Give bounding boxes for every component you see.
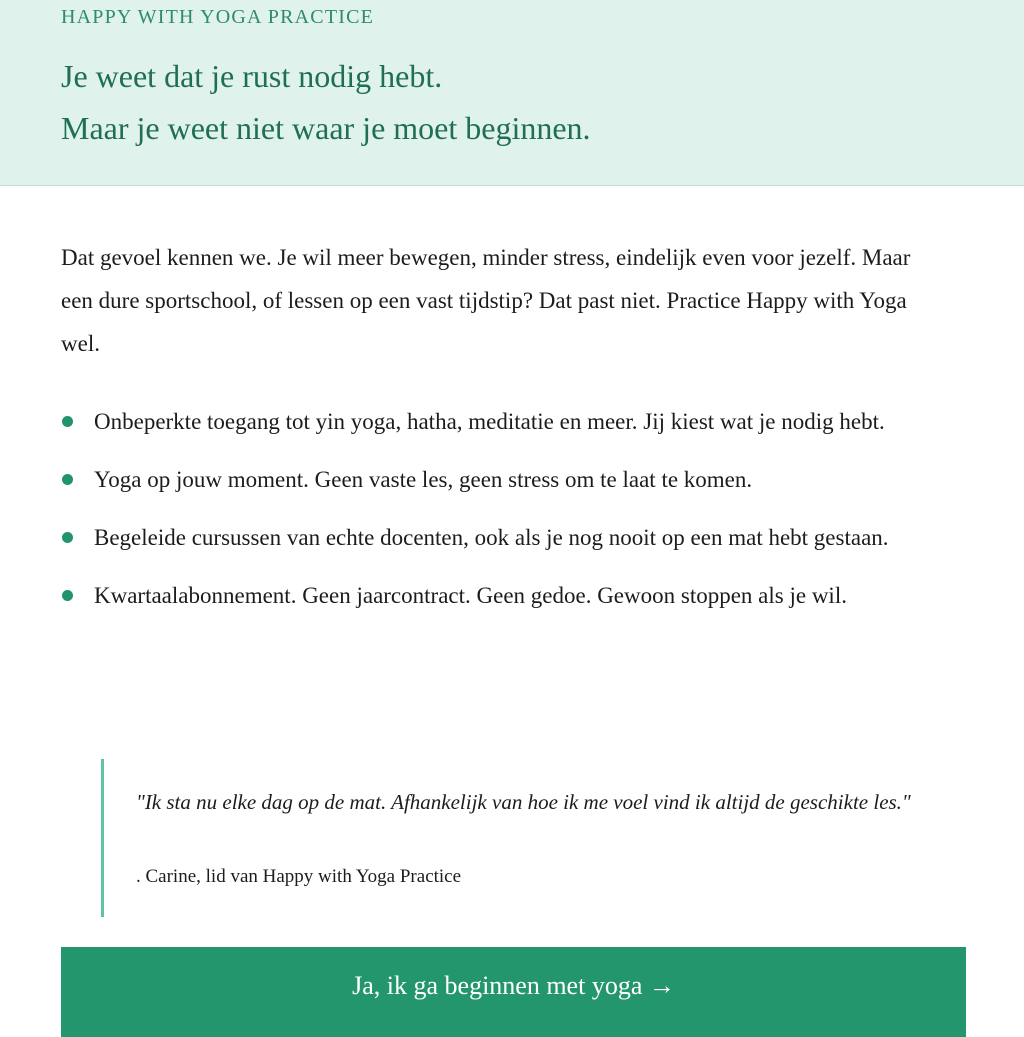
- benefit-item: [61, 576, 971, 615]
- testimonial-block: [101, 759, 981, 917]
- benefit-item: [61, 518, 971, 557]
- hero-header: [0, 0, 1024, 186]
- bullet-dot-icon: [62, 416, 73, 427]
- benefit-item: [61, 460, 971, 499]
- benefits-list: [61, 402, 971, 634]
- benefit-text: Begeleide cursussen van echte docenten, ook als je nog nooit op een mat hebt gestaan.: [94, 525, 889, 550]
- bullet-dot-icon: [62, 474, 73, 485]
- bullet-dot-icon: [62, 590, 73, 601]
- headline-line-2: Maar je weet niet waar je moet beginnen.: [61, 110, 591, 146]
- brand-eyebrow: HAPPY WITH YOGA PRACTICE: [61, 6, 375, 28]
- testimonial-attribution: . Carine, lid van Happy with Yoga Practice: [136, 866, 462, 887]
- benefit-item: [61, 402, 971, 441]
- benefit-text: Onbeperkte toegang tot yin yoga, hatha, meditatie en meer. Jij kiest wat je nodig hebt.: [94, 409, 885, 434]
- testimonial-quote: "Ik sta nu elke dag op de mat. Afhankelijk van hoe ik me voel vind ik altijd de geschikte les.": [136, 790, 911, 814]
- benefit-text: Kwartaalabonnement. Geen jaarcontract. Geen gedoe. Gewoon stoppen als je wil.: [94, 583, 847, 608]
- bullet-dot-icon: [62, 532, 73, 543]
- headline: [61, 50, 591, 154]
- start-yoga-cta-button[interactable]: Ja, ik ga beginnen met yoga →: [61, 947, 966, 1037]
- benefit-text: Yoga op jouw moment. Geen vaste les, geen stress om te laat te komen.: [94, 467, 753, 492]
- headline-line-1: Je weet dat je rust nodig hebt.: [61, 58, 443, 94]
- intro-paragraph: Dat gevoel kennen we. Je wil meer bewegen, minder stress, eindelijk even voor jezelf. Maar een dure sportschool, of lessen op een vast tijdstip? Dat past niet. Practice Happy with Yoga wel.: [61, 245, 911, 356]
